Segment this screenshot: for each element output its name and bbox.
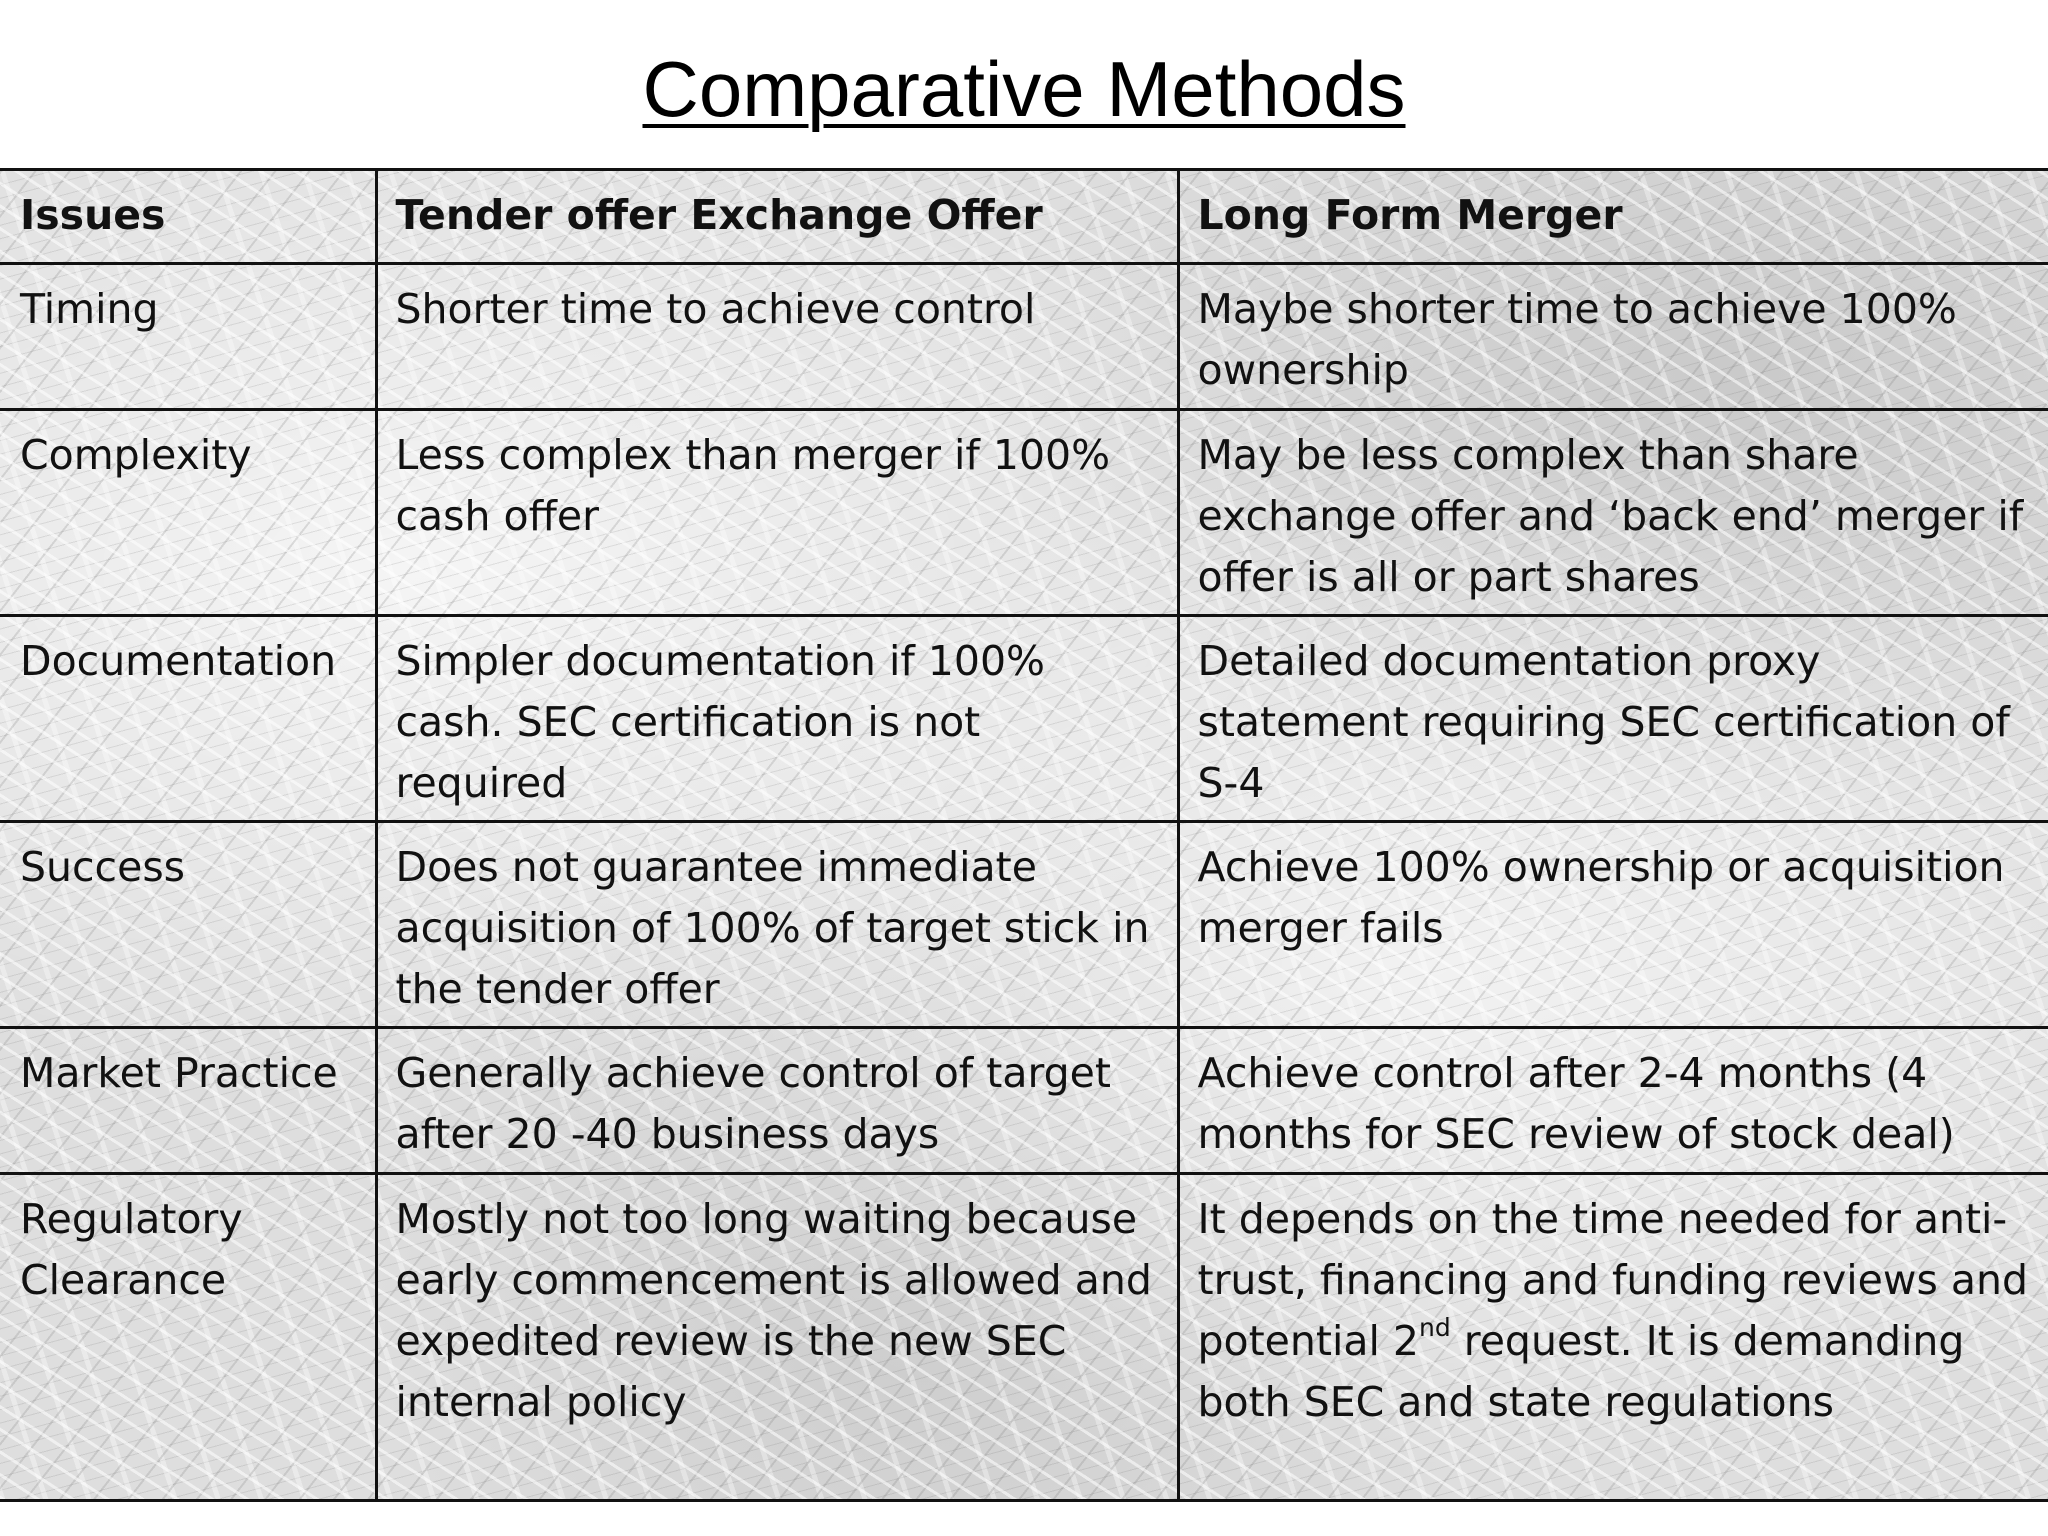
issue-cell: Documentation (0, 615, 376, 821)
issue-cell: Market Practice (0, 1027, 376, 1173)
issue-cell: Complexity (0, 409, 376, 615)
table-row (0, 1173, 2048, 1502)
header-issues: Issues (0, 171, 376, 263)
tender-cell: Generally achieve control of target after 20 -40 business days (376, 1027, 1178, 1173)
issue-cell: Success (0, 821, 376, 1027)
merger-cell (1178, 1173, 2048, 1502)
tender-cell: Less complex than merger if 100% cash offer (376, 409, 1178, 615)
header-tender-offer: Tender offer Exchange Offer (376, 171, 1178, 263)
merger-cell: Maybe shorter time to achieve 100% ownership (1178, 263, 2048, 409)
table-row (0, 615, 2048, 821)
issue-cell: Timing (0, 263, 376, 409)
table-row (0, 1027, 2048, 1173)
table-header-row (0, 171, 2048, 263)
ordinal-superscript: nd (1419, 1312, 1451, 1342)
tender-cell: Does not guarantee immediate acquisition of 100% of target stick in the tender offer (376, 821, 1178, 1027)
merger-text-after: request. It is demanding both SEC and state regulations (1197, 1316, 1965, 1426)
tender-cell: Shorter time to achieve control (376, 263, 1178, 409)
merger-cell: Achieve 100% ownership or acquisition merger fails (1178, 821, 2048, 1027)
comparison-table (0, 171, 2048, 1502)
merger-cell: Achieve control after 2-4 months (4 months for SEC review of stock deal) (1178, 1027, 2048, 1173)
slide-title: Comparative Methods (642, 45, 1406, 133)
header-long-form-merger: Long Form Merger (1178, 171, 2048, 263)
table-row (0, 821, 2048, 1027)
merger-cell: May be less complex than share exchange offer and ‘back end’ merger if offer is all or part shares (1178, 409, 2048, 615)
tender-cell: Mostly not too long waiting because early commencement is allowed and expedited review is the new SEC internal policy (376, 1173, 1178, 1502)
issue-cell: Regulatory Clearance (0, 1173, 376, 1502)
table-row (0, 263, 2048, 409)
merger-text-before: It depends on the time needed for anti-trust, financing and funding reviews and potential 2 (1197, 1194, 2028, 1365)
comparison-table-container (0, 168, 2048, 1502)
table-row (0, 409, 2048, 615)
merger-cell: Detailed documentation proxy statement requiring SEC certification of S-4 (1178, 615, 2048, 821)
tender-cell: Simpler documentation if 100% cash. SEC certification is not required (376, 615, 1178, 821)
